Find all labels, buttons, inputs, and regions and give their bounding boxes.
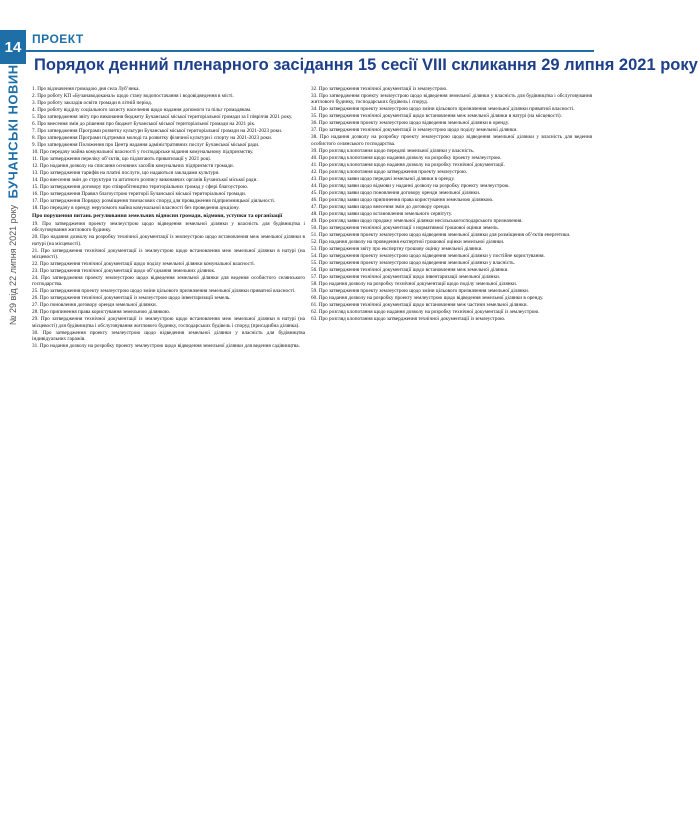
agenda-item: 46. Про розгляд заяви щодо припинення права користування земельною ділянкою. <box>311 196 494 203</box>
right-column <box>311 86 592 822</box>
agenda-item: 63. Про розгляд клопотання щодо затвердження технічної документації із землеустрою. <box>311 315 506 322</box>
agenda-item: 25. Про затвердження проекту землеустрою щодо зміни цільового призначення земельної ділянки приватної власності. <box>32 288 296 295</box>
agenda-item: 20. Про надання дозволу на розробку технічної документації із землеустрою щодо встановлення меж земельної ділянки в натурі (на місцевості). <box>32 234 305 247</box>
agenda-item: 18. Про передачу в оренду нерухомого майна комунальної власності без проведення аукціону. <box>32 205 240 211</box>
agenda-item: 43. Про розгляд заяви щодо передачі земельної ділянки в оренду. <box>311 175 455 182</box>
issue-label: № 29 від 22 липня 2021 року <box>8 204 18 326</box>
agenda-item: 30. Про затвердження проекту землеустрою щодо відведення земельної ділянки у власність для будівництва індивідуальних гаражів. <box>32 329 305 343</box>
agenda-item: 28. Про припинення права користування земельною ділянкою. <box>32 309 171 316</box>
page-sidebar <box>0 0 26 830</box>
agenda-item: 9. Про затвердження Положення про Центр надання адміністративних послуг Бучанської міської ради. <box>32 142 260 148</box>
agenda-item: 4. Про роботу відділу соціального захисту населення щодо надання допомоги та пільг громадянам. <box>32 107 252 113</box>
agenda-item: 22. Про затвердження технічної документації щодо поділу земельної ділянки комунальної власності. <box>32 261 255 268</box>
agenda-item: 16. Про затвердження Правил благоустрою території Бучанської міської територіальної громади. <box>32 191 247 197</box>
agenda-item: 47. Про розгляд заяви щодо внесення змін до договору оренди. <box>311 203 451 210</box>
agenda-item: 2. Про роботу КП «Бучанаводоканал» щодо стану водопостачання і водовідведення в місті. <box>32 93 234 99</box>
agenda-item: 62. Про розгляд клопотання щодо надання дозволу на розробку технічної документації із землеустрою. <box>311 308 540 315</box>
agenda-item: 17. Про затвердження Порядку розміщення тимчасових споруд для провадження підприємницької діяльності. <box>32 198 276 204</box>
agenda-item: 44. Про розгляд заяви щодо відмови у наданні дозволу на розробку проекту землеустрою. <box>311 182 510 189</box>
agenda-item: 42. Про розгляд клопотання щодо затвердження проекту землеустрою. <box>311 168 468 175</box>
agenda-item: 7. Про затвердження Програми розвитку культури Бучанської міської територіальної громади на 2021-2023 роки. <box>32 128 283 134</box>
agenda-item: 41. Про розгляд клопотання щодо надання дозволу на розробку технічної документації. <box>311 161 505 168</box>
agenda-item: 10. Про передачу майна комунальної власності у господарське відання комунальному підприємству. <box>32 149 254 155</box>
agenda-item: 54. Про затвердження проекту землеустрою щодо відведення земельної ділянки у постійне користування. <box>311 252 545 259</box>
agenda-item: 1. Про відзначення громадою дня села Луб’янка. <box>32 86 140 92</box>
agenda-item: 23. Про затвердження технічної документації щодо об’єднання земельних ділянок. <box>32 268 216 275</box>
publication-logo <box>2 54 24 198</box>
section-header <box>26 30 594 52</box>
agenda-item: 8. Про затвердження Програми підтримки молоді та розвитку фізичної культури і спорту на 2021-2023 роки. <box>32 135 273 141</box>
agenda-item: 49. Про розгляд заяви щодо продажу земельної ділянки несільськогосподарського призначення. <box>311 217 523 224</box>
agenda-item: 37. Про затвердження технічної документації із землеустрою щодо поділу земельної ділянки. <box>311 127 518 134</box>
agenda-item: 57. Про затвердження технічної документації щодо інвентаризації земельної ділянки. <box>311 273 501 280</box>
agenda-item: 45. Про розгляд заяви щодо поновлення договору оренди земельної ділянки. <box>311 189 481 196</box>
agenda-item: 27. Про поновлення договору оренди земельної ділянки. <box>32 302 157 309</box>
agenda-item: 50. Про затвердження технічної документації з нормативної грошової оцінки земель. <box>311 224 499 231</box>
agenda-item: 38. Про надання дозволу на розробку проекту землеустрою щодо відведення земельної ділянки у власність для ведення особистого селянського господарства. <box>311 134 592 147</box>
agenda-item: 29. Про затвердження технічної документації із землеустрою щодо встановлення меж земельної ділянки в натурі (на місцевості) для будівництва і обслуговування житлового будинку, господарських будівель і споруд (присадибна ділянка). <box>32 316 305 329</box>
issue-info <box>2 190 24 340</box>
agenda-item: 5. Про затвердження звіту про виконання бюджету Бучанської міської територіальної громади за І півріччя 2021 року. <box>32 114 293 120</box>
agenda-item: 48. Про розгляд заяви щодо встановлення земельного сервітуту. <box>311 210 453 217</box>
agenda-item: 6. Про внесення змін до рішення про бюджет Бучанської міської територіальної громади на 2021 рік. <box>32 121 256 127</box>
agenda-item: 31. Про надання дозволу на розробку проекту землеустрою щодо відведення земельної ділянки для ведення садівництва. <box>32 343 300 350</box>
section-label: ПРОЕКТ <box>32 32 84 46</box>
agenda-item: 12. Про надання дозволу на списання основних засобів комунальних підприємств громади. <box>32 163 234 169</box>
agenda-item: 53. Про затвердження звіту про експертну грошову оцінку земельної ділянки. <box>311 245 483 252</box>
agenda-item: 3. Про роботу закладів освіти громади в літній період. <box>32 100 153 106</box>
agenda-item: 11. Про затвердження переліку об’єктів, що підлягають приватизації у 2021 році. <box>32 156 212 162</box>
agenda-item: 21. Про затвердження технічної документації із землеустрою щодо встановлення меж земельної ділянки в натурі (на місцевості). <box>32 247 305 261</box>
agenda-subheading: Про порушення питань регулювання земельних відносин громади, відмови, уступки та організації <box>32 213 283 220</box>
page-number: 14 <box>0 30 26 64</box>
agenda-item: 14. Про внесення змін до структури та штатного розпису виконавчих органів Бучанської міської ради. <box>32 177 258 183</box>
agenda-item: 13. Про затвердження тарифів на платні послуги, що надаються закладами культури. <box>32 170 220 176</box>
agenda-item: 51. Про затвердження проекту землеустрою щодо відведення земельної ділянки для розміщення об’єктів енергетики. <box>311 231 571 238</box>
agenda-item: 52. Про надання дозволу на проведення експертної грошової оцінки земельної ділянки. <box>311 238 505 245</box>
agenda-item: 55. Про затвердження проекту землеустрою щодо відведення земельної ділянки у власність. <box>311 259 515 266</box>
agenda-item: 59. Про затвердження проекту землеустрою щодо зміни цільового призначення земельної ділянки. <box>311 287 530 294</box>
agenda-item: 39. Про розгляд клопотання щодо передачі земельної ділянки у власність. <box>311 147 475 154</box>
agenda-item: 36. Про затвердження проекту землеустрою щодо відведення земельної ділянки в оренду. <box>311 120 510 127</box>
agenda-item: 32. Про затвердження технічної документації із землеустрою. <box>311 86 448 92</box>
agenda-item: 58. Про надання дозволу на розробку технічної документації щодо поділу земельної ділянки. <box>311 280 518 287</box>
publication-name: БУЧАНСЬКІ НОВИНИ <box>5 54 21 198</box>
agenda-item: 19. Про затвердження проекту землеустрою щодо відведення земельної ділянки у власність для будівництва і обслуговування житлового будинку. <box>32 220 305 234</box>
agenda-item: 56. Про затвердження технічної документації щодо встановлення меж земельної ділянки. <box>311 266 509 273</box>
agenda-item: 33. Про затвердження проекту землеустрою щодо відведення земельної ділянки у власність для будівництва і обслуговування житлового будинку, господарських будівель і споруд. <box>311 93 592 106</box>
agenda-item: 60. Про надання дозволу на розробку проекту землеустрою щодо відведення земельної ділянки в оренду. <box>311 294 544 301</box>
agenda-item: 34. Про затвердження проекту землеустрою щодо зміни цільового призначення земельної ділянки приватної власності. <box>311 106 575 113</box>
article-title: Порядок денний пленарного засідання 15 сесії VIII скликання 29 липня 2021 року <box>34 56 698 74</box>
left-column <box>32 86 305 822</box>
agenda-item: 15. Про затвердження договору про співробітництво територіальних громад у сфері благоустрою. <box>32 184 249 190</box>
agenda-item: 35. Про затвердження технічної документації щодо встановлення меж земельної ділянки в натурі (на місцевості). <box>311 113 562 120</box>
agenda-item: 24. Про затвердження проекту землеустрою щодо відведення земельної ділянки для ведення особистого селянського господарства. <box>32 275 305 288</box>
agenda-item: 26. Про затвердження технічної документації із землеустрою щодо інвентаризації земель. <box>32 295 231 302</box>
agenda-item: 40. Про розгляд клопотання щодо надання дозволу на розробку проекту землеустрою. <box>311 154 502 161</box>
agenda-item: 61. Про затвердження технічної документації щодо встановлення меж частини земельної ділянки. <box>311 301 528 308</box>
